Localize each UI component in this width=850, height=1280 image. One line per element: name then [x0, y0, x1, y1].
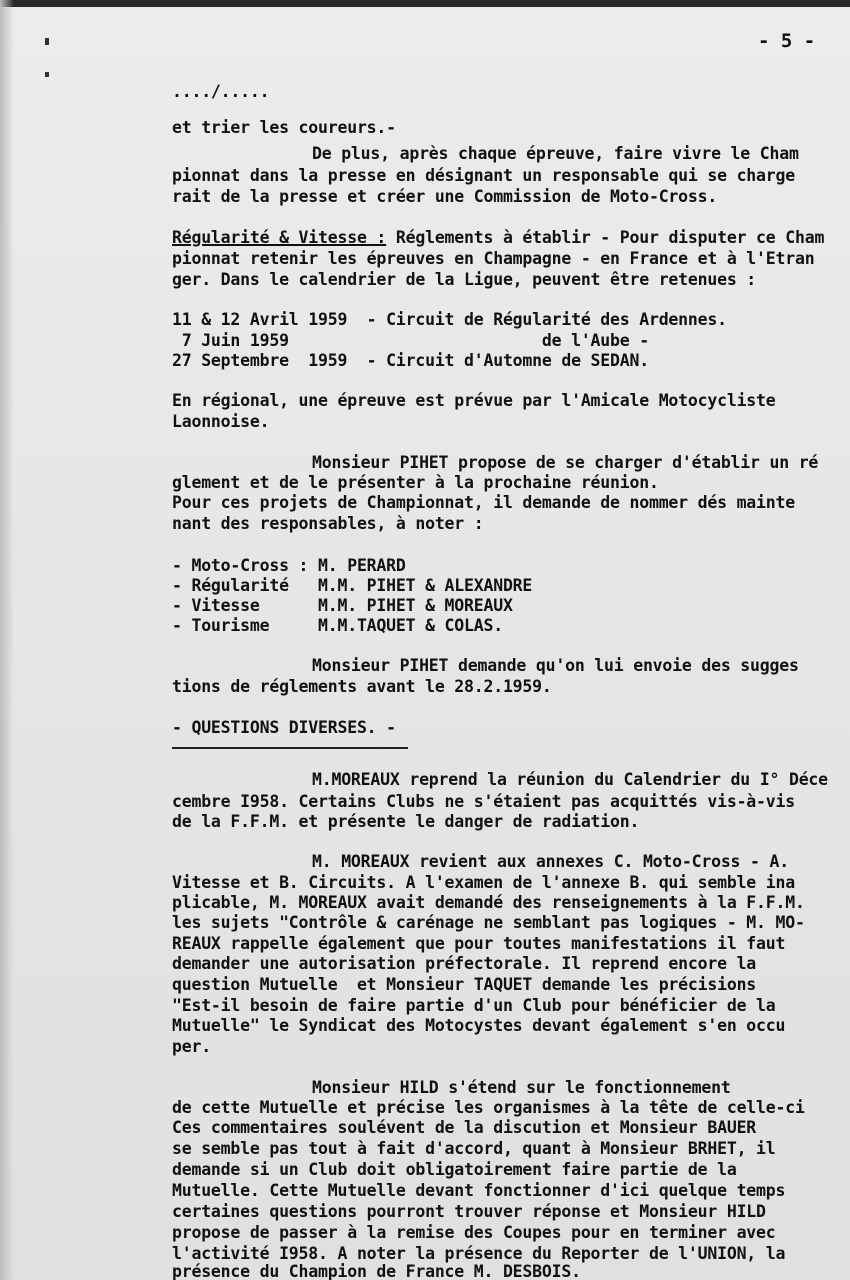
- section-heading-line: [172, 228, 824, 247]
- punch-mark: [45, 72, 49, 77]
- responsible-entry: - Moto-Cross : M. PERARD: [172, 556, 406, 575]
- text-line: Monsieur HILD s'étend sur le fonctionnement: [312, 1078, 731, 1097]
- section-heading: - QUESTIONS DIVERSES. -: [172, 718, 396, 737]
- text-line: ger. Dans le calendrier de la Ligue, peuvent être retenues :: [172, 270, 757, 289]
- text-line: demande si un Club doit obligatoirement faire partie de la: [172, 1160, 737, 1179]
- heading-underline: [172, 747, 408, 749]
- text-line: nant des responsables, à noter :: [172, 514, 484, 533]
- text-line: propose de passer à la remise des Coupes pour en terminer avec: [172, 1223, 776, 1242]
- text-line: per.: [172, 1037, 211, 1056]
- calendar-entry: 27 Septembre 1959 - Circuit d'Automne de SEDAN.: [172, 351, 649, 370]
- top-edge-shadow: [0, 0, 850, 7]
- text-line: En régional, une épreuve est prévue par l'Amicale Motocycliste: [172, 391, 776, 410]
- text-line: pionnat dans la presse en désignant un responsable qui se charge: [172, 166, 795, 185]
- text-line: l'activité I958. A noter la présence du Reporter de l'UNION, la: [172, 1244, 786, 1263]
- text-line: M.MOREAUX reprend la réunion du Calendrier du I° Déce: [312, 770, 828, 789]
- text-line: glement et de le présenter à la prochaine réunion.: [172, 473, 659, 492]
- text-line: et trier les coureurs.-: [172, 118, 396, 137]
- left-edge-shadow: [0, 0, 14, 1280]
- text-line: Vitesse et B. Circuits. A l'examen de l'annexe B. qui semble ina: [172, 873, 795, 892]
- text-line: M. MOREAUX revient aux annexes C. Moto-Cross - A.: [312, 852, 789, 871]
- text-line: Monsieur PIHET propose de se charger d'établir un ré: [312, 453, 819, 472]
- responsible-entry: - Tourisme M.M.TAQUET & COLAS.: [172, 616, 503, 635]
- text-line: cembre I958. Certains Clubs ne s'étaient pas acquittés vis-à-vis: [172, 792, 795, 811]
- text-line: plicable, M. MOREAUX avait demandé des renseignements à la F.F.M.: [172, 893, 805, 912]
- punch-mark: [45, 38, 49, 45]
- text-line: Laonnoise.: [172, 412, 270, 431]
- text-line: les sujets "Contrôle & carénage ne semblant pas logiques - M. MO-: [172, 913, 805, 932]
- continuation-mark: ..../.....: [172, 82, 270, 101]
- text-line: certaines questions pourront trouver réponse et Monsieur HILD: [172, 1202, 766, 1221]
- section-heading: Régularité & Vitesse :: [172, 228, 387, 247]
- page-number: - 5 -: [758, 30, 816, 52]
- responsible-entry: - Régularité M.M. PIHET & ALEXANDRE: [172, 576, 533, 595]
- text-line: De plus, après chaque épreuve, faire vivre le Cham: [312, 144, 799, 163]
- text-line: pionnat retenir les épreuves en Champagne - en France et à l'Etran: [172, 249, 815, 268]
- responsible-entry: - Vitesse M.M. PIHET & MOREAUX: [172, 596, 513, 615]
- text-line: Mutuelle. Cette Mutuelle devant fonctionner d'ici quelque temps: [172, 1181, 786, 1200]
- text-line: demander une autorisation préfectorale. Il reprend encore la: [172, 954, 757, 973]
- text-line: de la F.F.M. et présente le danger de radiation.: [172, 812, 640, 831]
- text-line: Monsieur PIHET demande qu'on lui envoie des sugges: [312, 656, 799, 675]
- text-line: de cette Mutuelle et précise les organismes à la tête de celle-ci: [172, 1098, 805, 1117]
- text-line: "Est-il besoin de faire partie d'un Club pour bénéficier de la: [172, 996, 776, 1015]
- text-line: se semble pas tout à fait d'accord, quant à Monsieur BRHET, il: [172, 1139, 776, 1158]
- calendar-entry: 11 & 12 Avril 1959 - Circuit de Régularité des Ardennes.: [172, 310, 727, 329]
- text-line: question Mutuelle et Monsieur TAQUET demande les précisions: [172, 975, 757, 994]
- text-line: Ces commentaires soulévent de la discution et Monsieur BAUER: [172, 1118, 757, 1137]
- text-line: Réglements à établir - Pour disputer ce Cham: [386, 228, 825, 247]
- text-line: REAUX rappelle également que pour toutes manifestations il faut: [172, 934, 786, 953]
- text-line: tions de réglements avant le 28.2.1959.: [172, 677, 552, 696]
- text-line: Pour ces projets de Championnat, il demande de nommer dés mainte: [172, 493, 795, 512]
- text-line: présence du Champion de France M. DESBOIS.: [172, 1262, 581, 1280]
- text-line: Mutuelle" le Syndicat des Motocystes devant également s'en occu: [172, 1016, 786, 1035]
- calendar-entry: 7 Juin 1959 de l'Aube -: [172, 331, 649, 350]
- text-line: rait de la presse et créer une Commission de Moto-Cross.: [172, 187, 718, 206]
